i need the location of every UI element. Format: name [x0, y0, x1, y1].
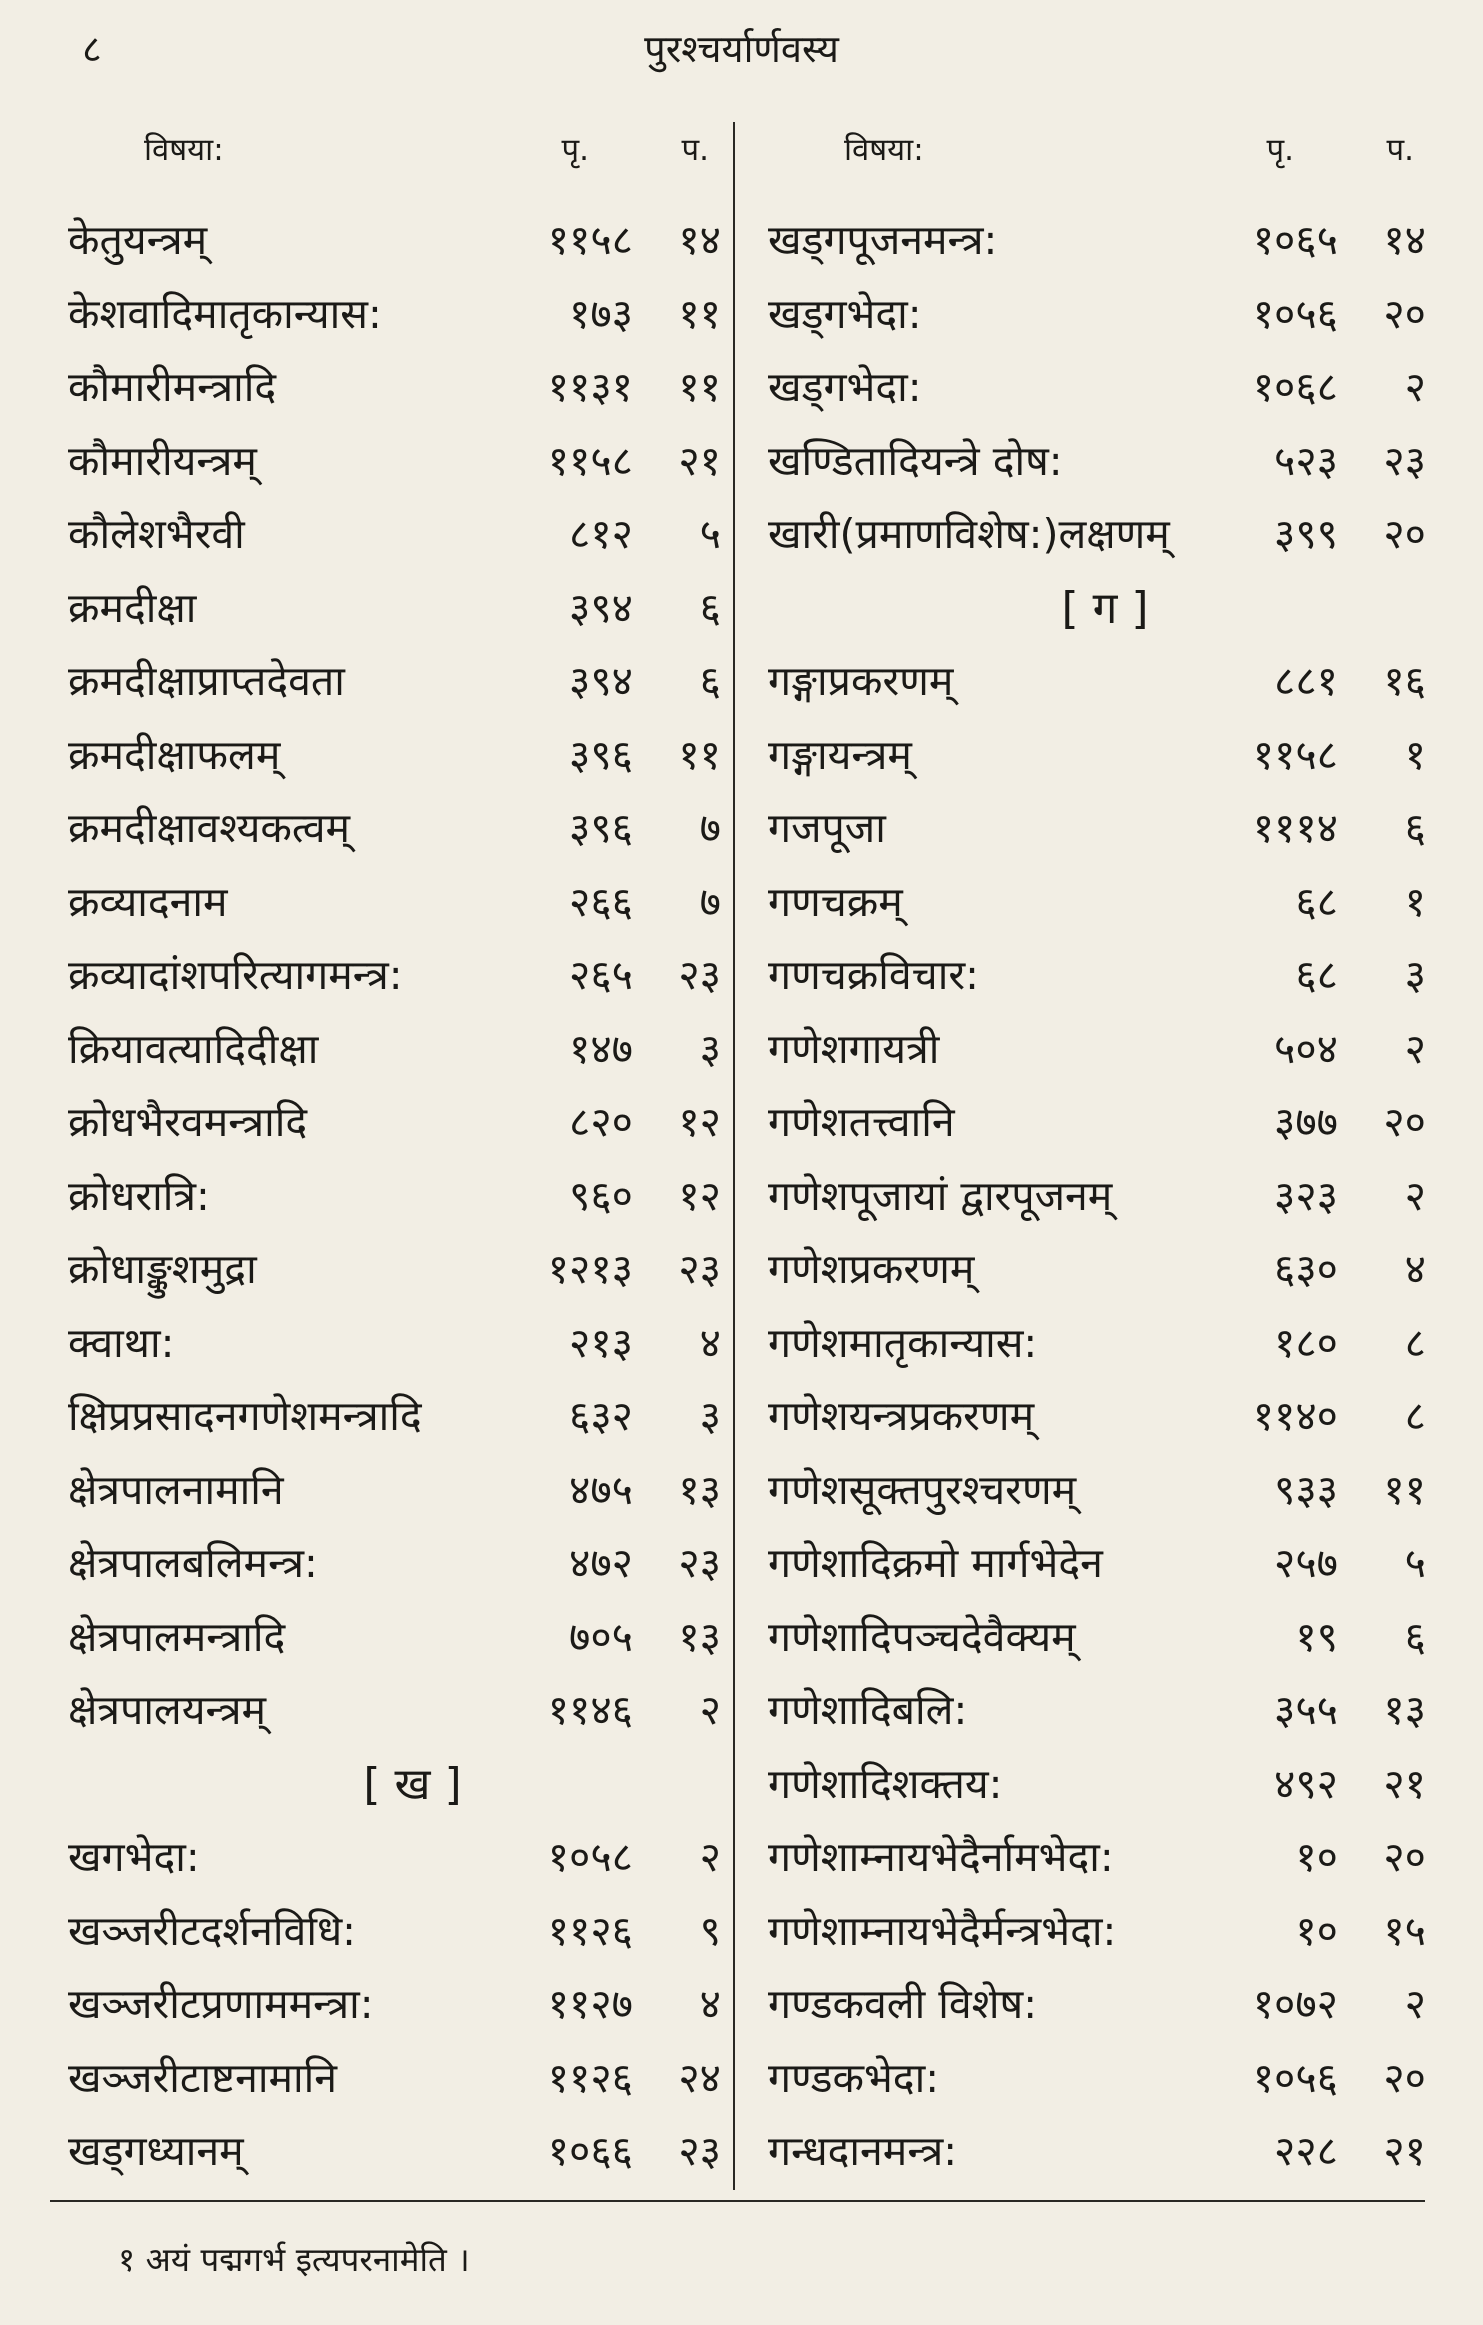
- entry-line: ६: [1404, 804, 1426, 852]
- entry-line: २०: [1383, 2053, 1426, 2102]
- entry-subject: खड्गपूजनमन्त्र:: [768, 216, 998, 264]
- index-entry: [760, 1895, 1430, 1969]
- entry-subject: क्षेत्रपालनामानि: [68, 1465, 284, 1514]
- index-entry: [60, 1674, 725, 1748]
- entry-page: ३७७: [1274, 1098, 1338, 1146]
- entry-line: २१: [678, 436, 721, 485]
- index-entry: [60, 204, 725, 278]
- entry-line: ११: [678, 289, 721, 338]
- index-entry: [760, 1233, 1430, 1307]
- index-entry: [760, 719, 1430, 793]
- entry-subject: गणेशयन्त्रप्रकरणम्: [768, 1392, 1035, 1440]
- line-heading: प.: [1386, 132, 1414, 168]
- entry-page: २५७: [1274, 1539, 1338, 1587]
- entry-line: २: [699, 1833, 721, 1881]
- entry-line: २३: [678, 2127, 721, 2175]
- index-entry: [760, 1086, 1430, 1160]
- index-entry: [760, 204, 1430, 278]
- entry-page: १०६५: [1252, 216, 1338, 264]
- section-heading-ga: [ ग ]: [1061, 582, 1149, 634]
- index-entry: [760, 1527, 1430, 1601]
- entry-subject: क्रमदीक्षाप्राप्तदेवता: [68, 657, 345, 705]
- entry-subject: केतुयन्त्रम्: [68, 216, 208, 264]
- entry-line: ११: [678, 363, 721, 411]
- entry-line: ६: [1404, 1612, 1426, 1661]
- index-entry: [60, 1086, 725, 1160]
- entry-subject: क्षिप्रप्रसादनगणेशमन्त्रादि: [68, 1392, 422, 1440]
- entry-line: १: [1404, 730, 1426, 779]
- entry-line: २: [1404, 1171, 1426, 1220]
- entry-subject: केशवादिमातृकान्यास:: [68, 289, 382, 338]
- index-entry: [60, 866, 725, 940]
- entry-page: ५०४: [1274, 1024, 1338, 1073]
- entry-page: ३९६: [569, 730, 633, 779]
- index-entry: [60, 2115, 725, 2189]
- entry-line: ३: [1404, 951, 1426, 999]
- subject-heading: विषया:: [844, 132, 924, 168]
- index-entry: [60, 719, 725, 793]
- index-entry: [760, 1307, 1430, 1381]
- index-entry: [60, 645, 725, 719]
- index-entry: [60, 1013, 725, 1087]
- entry-subject: गणेशपूजायां द्वारपूजनम्: [768, 1171, 1113, 1220]
- entry-page: ३९४: [569, 657, 633, 705]
- entry-page: ४७२: [569, 1539, 633, 1587]
- entry-subject: खारी(प्रमाणविशेष:)लक्षणम्: [768, 510, 1170, 558]
- footnote-rule: [50, 2200, 1425, 2202]
- entry-subject: क्रमदीक्षा: [68, 583, 197, 632]
- entry-page: ११२६: [547, 2053, 633, 2102]
- index-entry: [760, 351, 1430, 425]
- entry-subject: गणचक्रम्: [768, 877, 903, 926]
- entry-subject: गणेशादिपञ्चदेवैक्यम्: [768, 1612, 1076, 1661]
- entry-page: १०७२: [1252, 1980, 1338, 2028]
- index-entry: [760, 1013, 1430, 1087]
- entry-subject: गण्डकभेदा:: [768, 2053, 940, 2102]
- index-entry: [760, 1748, 1430, 1822]
- entry-page: ५२३: [1274, 436, 1338, 485]
- entry-subject: गणेशसूक्तपुरश्चरणम्: [768, 1465, 1077, 1514]
- entry-page: १०: [1295, 1833, 1338, 1881]
- page-header: [0, 22, 1483, 82]
- entry-subject: क्षेत्रपालयन्त्रम्: [68, 1686, 266, 1734]
- entry-line: २०: [1383, 1098, 1426, 1146]
- index-entry: [60, 1160, 725, 1234]
- index-entry: [760, 1601, 1430, 1675]
- index-entry: [60, 1233, 725, 1307]
- entry-subject: खड्गभेदा:: [768, 363, 922, 411]
- index-entry: [760, 2042, 1430, 2116]
- entry-line: १५: [1383, 1906, 1426, 1955]
- entry-subject: क्षेत्रपालमन्त्रादि: [68, 1612, 286, 1661]
- index-entry: [760, 1160, 1430, 1234]
- index-entry: [760, 939, 1430, 1013]
- index-entry: [760, 1821, 1430, 1895]
- subject-heading: विषया:: [144, 132, 224, 168]
- index-entry: [60, 498, 725, 572]
- entry-line: ७: [699, 877, 721, 926]
- entry-page: २१३: [569, 1318, 633, 1367]
- entry-page: १७३: [569, 289, 633, 338]
- entry-page: २२८: [1274, 2127, 1338, 2175]
- entry-line: ११: [1383, 1465, 1426, 1514]
- entry-page: ११२६: [547, 1906, 633, 1955]
- line-heading: प.: [681, 132, 709, 168]
- index-entry: [760, 1454, 1430, 1528]
- section-heading-kha: [ ख ]: [363, 1758, 462, 1810]
- column-divider: [733, 122, 735, 2190]
- entry-line: २०: [1383, 289, 1426, 338]
- index-entry: [60, 792, 725, 866]
- entry-page: १०६६: [547, 2127, 633, 2175]
- index-entry: [760, 498, 1430, 572]
- entry-page: ७०५: [569, 1612, 633, 1661]
- entry-page: ११५८: [1252, 730, 1338, 779]
- entry-page: १२१३: [547, 1245, 633, 1293]
- entry-page: ९६०: [569, 1171, 633, 1220]
- entry-line: ६: [699, 657, 721, 705]
- entry-subject: क्षेत्रपालबलिमन्त्र:: [68, 1539, 318, 1587]
- entry-subject: गणेशमातृकान्यास:: [768, 1318, 1038, 1367]
- entry-subject: गणेशादिक्रमो मार्गभेदेन: [768, 1539, 1103, 1587]
- entry-line: १४: [678, 216, 721, 264]
- entry-line: १६: [1383, 657, 1426, 705]
- entry-line: ९: [699, 1906, 721, 1955]
- index-entry: [60, 1821, 725, 1895]
- entry-subject: खगभेदा:: [68, 1833, 200, 1881]
- entry-page: ३५५: [1274, 1686, 1338, 1734]
- index-entry: [60, 939, 725, 1013]
- entry-line: ५: [1404, 1539, 1426, 1587]
- entry-line: २३: [1383, 436, 1426, 485]
- entry-page: ६३२: [569, 1392, 633, 1440]
- entry-page: ११३१: [547, 363, 633, 411]
- entry-page: १४७: [569, 1024, 633, 1073]
- index-entry: [760, 1380, 1430, 1454]
- entry-page: ११५८: [547, 436, 633, 485]
- entry-subject: खञ्जरीटाष्टनामानि: [68, 2053, 337, 2102]
- entry-subject: क्वाथा:: [68, 1318, 175, 1367]
- entry-subject: खड्गभेदा:: [768, 289, 922, 338]
- entry-line: १३: [678, 1465, 721, 1514]
- index-entry: [760, 1968, 1430, 2042]
- left-index-column: [60, 122, 725, 2189]
- entry-line: २: [1404, 363, 1426, 411]
- entry-line: २१: [1383, 2127, 1426, 2175]
- entry-page: ६८: [1295, 951, 1338, 999]
- entry-page: ४७५: [569, 1465, 633, 1514]
- entry-page: १९: [1295, 1612, 1338, 1661]
- column-heading: [760, 122, 1430, 180]
- index-entry: [60, 2042, 725, 2116]
- entry-subject: कौलेशभैरवी: [68, 510, 245, 558]
- index-entry: [60, 1895, 725, 1969]
- entry-line: २३: [678, 1245, 721, 1293]
- entry-subject: गणेशप्रकरणम्: [768, 1245, 975, 1293]
- index-entry: [60, 278, 725, 352]
- entry-line: २०: [1383, 510, 1426, 558]
- index-entry: [760, 645, 1430, 719]
- index-entry: [60, 425, 725, 499]
- entry-subject: गणचक्रविचार:: [768, 951, 979, 999]
- entry-page: ८८१: [1274, 657, 1338, 705]
- entry-page: २६६: [569, 877, 633, 926]
- entry-subject: खण्डितादियन्त्रे दोष:: [768, 436, 1063, 485]
- entry-subject: गणेशाम्नायभेदैर्नामभेदा:: [768, 1833, 1114, 1881]
- index-entry: [760, 2115, 1430, 2189]
- entry-page: १०५६: [1252, 2053, 1338, 2102]
- entry-page: १८०: [1274, 1318, 1338, 1367]
- entry-subject: गङ्गाप्रकरणम्: [768, 657, 954, 705]
- entry-subject: गणेशतत्त्वानि: [768, 1098, 955, 1146]
- entry-line: २३: [678, 951, 721, 999]
- index-entry: [760, 866, 1430, 940]
- index-entry: [60, 1968, 725, 2042]
- entry-line: १३: [1383, 1686, 1426, 1734]
- entry-page: ४९२: [1274, 1759, 1338, 1808]
- index-entry: [760, 425, 1430, 499]
- entry-page: १११४: [1252, 804, 1338, 852]
- entry-page: ९३३: [1274, 1465, 1338, 1514]
- index-entry: [60, 1601, 725, 1675]
- entry-page: १०५६: [1252, 289, 1338, 338]
- column-heading: [60, 122, 725, 180]
- entry-subject: गण्डकवली विशेष:: [768, 1980, 1038, 2028]
- entry-subject: क्रमदीक्षावश्यकत्वम्: [68, 804, 351, 852]
- entry-line: ८: [1404, 1318, 1426, 1367]
- index-entry: [60, 572, 725, 646]
- entry-line: २०: [1383, 1833, 1426, 1881]
- entry-line: ५: [699, 510, 721, 558]
- entry-line: १: [1404, 877, 1426, 926]
- entry-line: ६: [699, 583, 721, 632]
- entry-line: २: [1404, 1024, 1426, 1073]
- entry-line: १२: [678, 1171, 721, 1220]
- entry-line: २: [1404, 1980, 1426, 2028]
- entry-page: ६८: [1295, 877, 1338, 926]
- entry-page: ३९९: [1274, 510, 1338, 558]
- running-title: पुरश्चर्यार्णवस्य: [644, 27, 839, 71]
- entry-page: १०५८: [547, 1833, 633, 1881]
- entry-line: २४: [678, 2053, 721, 2102]
- entry-subject: गजपूजा: [768, 804, 886, 852]
- entry-line: १३: [678, 1612, 721, 1661]
- right-index-column: [760, 122, 1430, 2189]
- entry-page: २६५: [569, 951, 633, 999]
- entry-line: ८: [1404, 1392, 1426, 1440]
- page-heading: पृ.: [561, 132, 589, 168]
- entry-subject: कौमारीयन्त्रम्: [68, 436, 257, 485]
- entry-line: ४: [1404, 1245, 1426, 1293]
- entry-subject: क्रियावत्यादिदीक्षा: [68, 1024, 319, 1073]
- entry-subject: गणेशादिशक्तय:: [768, 1759, 1003, 1808]
- entry-subject: गणेशादिबलि:: [768, 1686, 968, 1734]
- entry-page: ११४६: [547, 1686, 633, 1734]
- entry-page: ६३०: [1274, 1245, 1338, 1293]
- entry-subject: गणेशगायत्री: [768, 1024, 940, 1073]
- entry-line: ७: [699, 804, 721, 852]
- entry-subject: गन्धदानमन्त्र:: [768, 2127, 958, 2175]
- entry-page: ११२७: [547, 1980, 633, 2028]
- entry-page: १०६८: [1252, 363, 1338, 411]
- entry-subject: क्रव्यादनाम: [68, 877, 228, 926]
- entry-line: ३: [699, 1392, 721, 1440]
- index-entry: [60, 1454, 725, 1528]
- entry-page: ३२३: [1274, 1171, 1338, 1220]
- entry-line: ११: [678, 730, 721, 779]
- entry-line: २: [699, 1686, 721, 1734]
- footnote: १ अयं पद्मगर्भ इत्यपरनामेति ।: [118, 2240, 470, 2279]
- entry-page: ३९६: [569, 804, 633, 852]
- index-entry: [60, 1527, 725, 1601]
- entry-line: २३: [678, 1539, 721, 1587]
- entry-subject: क्रव्यादांशपरित्यागमन्त्र:: [68, 951, 403, 999]
- index-entry: [60, 1380, 725, 1454]
- entry-line: ३: [699, 1024, 721, 1073]
- index-entry: [60, 1307, 725, 1381]
- index-entry: [760, 1674, 1430, 1748]
- page-heading: पृ.: [1266, 132, 1294, 168]
- entry-page: ११४०: [1252, 1392, 1338, 1440]
- entry-page: १०: [1295, 1906, 1338, 1955]
- entry-subject: क्रोधरात्रि:: [68, 1171, 210, 1220]
- entry-line: ४: [699, 1980, 721, 2028]
- index-entry: [760, 278, 1430, 352]
- entry-subject: क्रोधाङ्कुशमुद्रा: [68, 1245, 257, 1293]
- entry-line: २१: [1383, 1759, 1426, 1808]
- entry-subject: खञ्जरीटदर्शनविधि:: [68, 1906, 356, 1955]
- entry-page: ११५८: [547, 216, 633, 264]
- index-entry: [60, 351, 725, 425]
- page-number: ८: [82, 27, 102, 71]
- index-entry: [760, 792, 1430, 866]
- entry-subject: गङ्गायन्त्रम्: [768, 730, 912, 779]
- entry-subject: गणेशाम्नायभेदैर्मन्त्रभेदा:: [768, 1906, 1117, 1955]
- entry-subject: क्रमदीक्षाफलम्: [68, 730, 281, 779]
- entry-page: ८२०: [569, 1098, 633, 1146]
- entry-subject: खड्गध्यानम्: [68, 2127, 244, 2175]
- entry-page: ३९४: [569, 583, 633, 632]
- entry-subject: क्रोधभैरवमन्त्रादि: [68, 1098, 308, 1146]
- entry-line: १२: [678, 1098, 721, 1146]
- entry-subject: खञ्जरीटप्रणाममन्त्रा:: [68, 1980, 374, 2028]
- entry-line: ४: [699, 1318, 721, 1367]
- entry-subject: कौमारीमन्त्रादि: [68, 363, 277, 411]
- entry-page: ८१२: [569, 510, 633, 558]
- entry-line: १४: [1383, 216, 1426, 264]
